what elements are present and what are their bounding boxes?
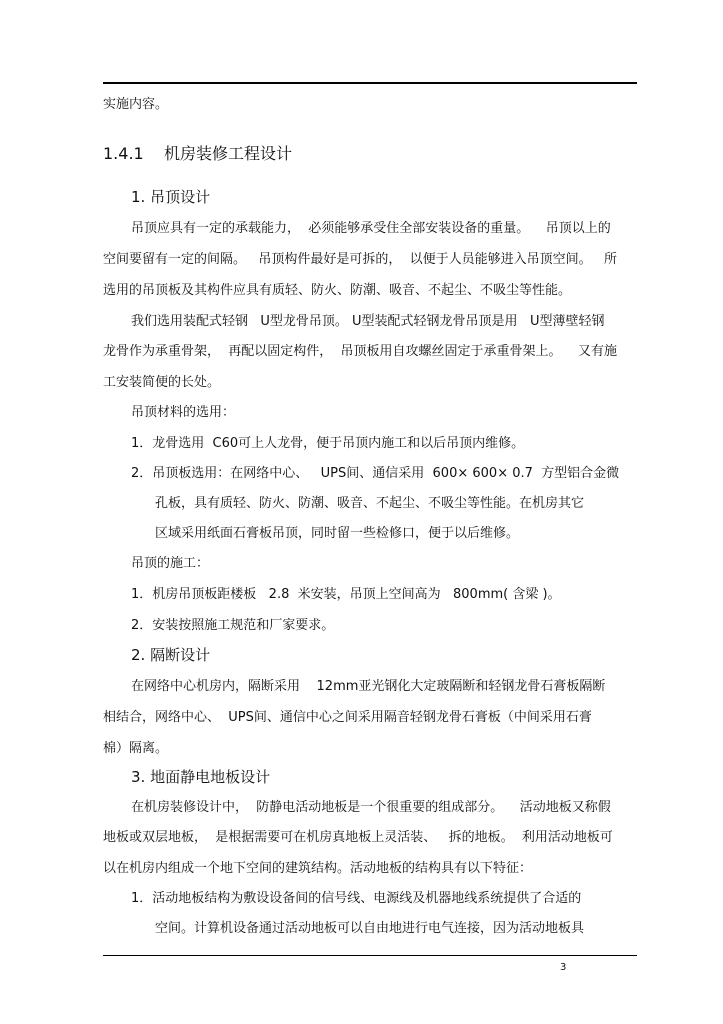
text-line: 吊顶应具有一定的承载能力， 必须能够承受住全部安装设备的重量。 吊顶以上的 [131, 221, 611, 236]
text-line: 吊顶的施工： [131, 556, 210, 571]
text-line: 相结合，网络中心、 UPS间、通信中心之间采用隔音轻钢龙骨石膏板（中间采用石膏 [103, 710, 592, 725]
footer-rule [103, 955, 637, 956]
text-line: 在网络中心机房内，隔断采用 12mm亚光钢化大定玻隔断和轻钢龙骨石膏板隔断 [131, 679, 606, 694]
text-line: 选用的吊顶板及其构件应具有质轻、防火、防潮、吸音、不起尘、不吸尘等性能。 [103, 283, 572, 298]
list-item-continuation: 空间。计算机设备通过活动地板可以自由地进行电气连接，因为活动地板具 [155, 921, 585, 936]
text-line: 龙骨作为承重骨架， 再配以固定构件， 吊顶板用自攻螺丝固定于承重骨架上。 又有施 [103, 344, 618, 359]
text-line: 工安装简便的长处。 [103, 375, 221, 390]
list-item: 2．安装按照施工规范和厂家要求。 [131, 618, 335, 633]
text-line: 吊顶材料的选用： [131, 405, 236, 420]
page-number: 3 [560, 962, 567, 973]
text-line: 空间要留有一定的间隔。 吊顶构件最好是可拆的， 以便于人员能够进入吊顶空间。 所 [103, 252, 618, 267]
subsection-heading: 1. 吊顶设计 [131, 188, 211, 206]
header-rule [103, 82, 637, 84]
text-line: 我们选用装配式轻钢 U型龙骨吊顶。 U型装配式轻钢龙骨吊顶是用 U型薄壁轻钢 [131, 314, 605, 329]
subsection-heading: 3. 地面静电地板设计 [131, 768, 271, 786]
text-line: 实施内容。 [103, 97, 169, 112]
text-line: 在机房装修设计中， 防静电活动地板是一个很重要的组成部分。 活动地板又称假 [131, 800, 611, 815]
subsection-heading: 2. 隔断设计 [131, 646, 211, 664]
text-line: 以在机房内组成一个地下空间的建筑结构。活动地板的结构具有以下特征： [103, 861, 533, 876]
list-item: 2．吊顶板选用：在网络中心、 UPS间、通信采用 600× 600× 0.7 方型铝合金微 [131, 466, 620, 481]
list-item-continuation: 区域采用纸面石膏板吊顶，同时留一些检修口，便于以后维修。 [155, 526, 520, 541]
list-item: 1．机房吊顶板距楼板 2.8 米安装，吊顶上空间高为 800mm( 含梁 )。 [131, 587, 561, 602]
list-item-continuation: 孔板，具有质轻、防火、防潮、吸音、不起尘、不吸尘等性能。在机房其它 [155, 496, 585, 511]
text-line: 地板或双层地板， 是根据需要可在机房真地板上灵活装、 拆的地板。 利用活动地板可 [103, 830, 613, 845]
list-item: 1．龙骨选用 C60可上人龙骨，便于吊顶内施工和以后吊顶内维修。 [131, 436, 525, 451]
list-item: 1．活动地板结构为敷设设备间的信号线、电源线及机器地线系统提供了合适的 [131, 891, 582, 906]
text-line: 棉）隔离。 [103, 741, 169, 756]
section-heading: 1.4.1 机房装修工程设计 [103, 144, 293, 163]
